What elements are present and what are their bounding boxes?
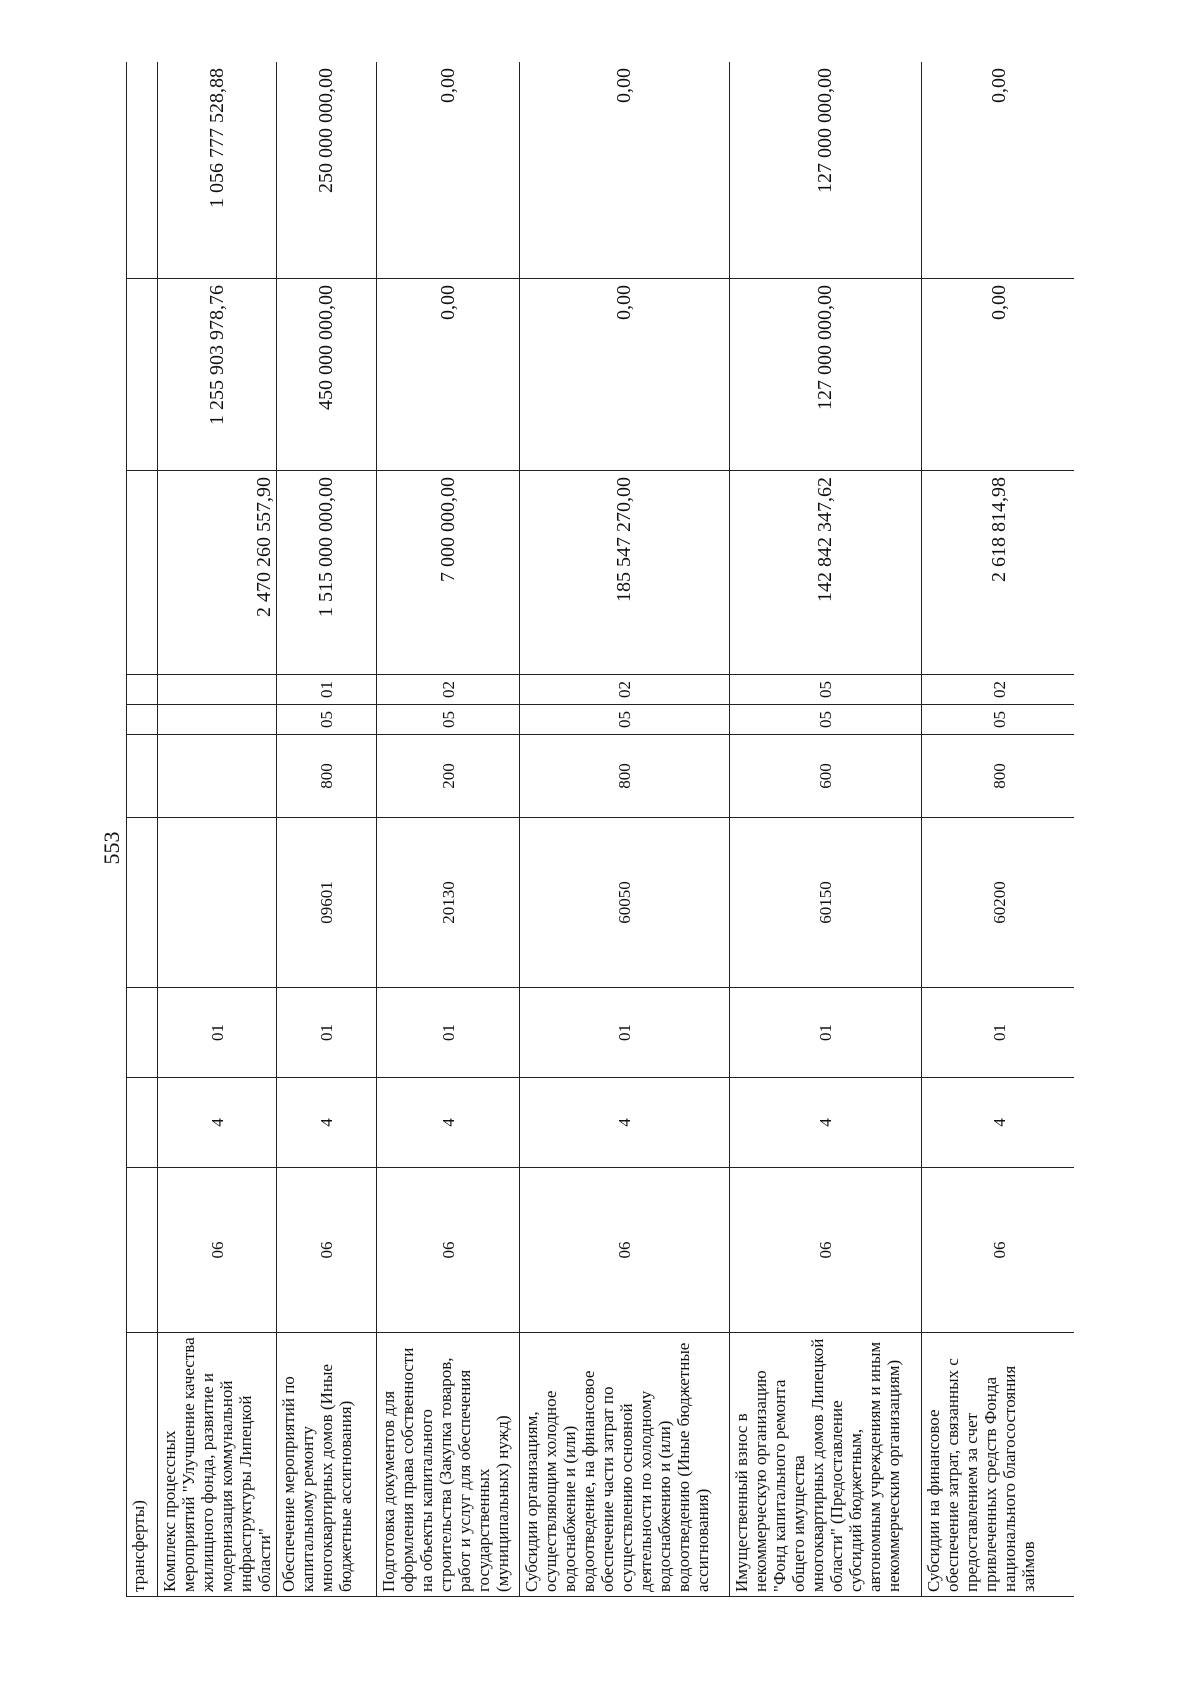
- amount-year-1: 185 547 270,00: [520, 471, 730, 675]
- subsection-code: 02: [922, 675, 1075, 705]
- amount-year-3: 127 000 000,00: [730, 62, 922, 279]
- amount-year-3: 1 056 777 528,88: [158, 62, 277, 279]
- amount-year-3: 0,00: [520, 62, 730, 279]
- table-row: [520, 62, 730, 1597]
- subsection-code: 01: [277, 675, 377, 705]
- subprogram-code: 4: [730, 1078, 922, 1168]
- amount-year-3: 0,00: [377, 62, 520, 279]
- row-name: Обеспечение мероприятий по капитальному ремонту многоквартирных домов (Иные бюджетные ассигнования): [277, 1333, 377, 1597]
- header-fragment-cell: трансферты): [127, 1333, 158, 1597]
- grbs-code: 06: [922, 1168, 1075, 1333]
- subsection-code: 02: [377, 675, 520, 705]
- row-name: Субсидии на финансовое обеспечение затрат, связанных с предоставлением за счет привлеченных средств Фонда национального благосостояния займов: [922, 1333, 1075, 1597]
- expense-type-code: 600: [730, 735, 922, 818]
- expense-type-code: 800: [520, 735, 730, 818]
- amount-year-2: 1 255 903 978,76: [158, 279, 277, 471]
- structure-code: 01: [158, 988, 277, 1078]
- grbs-code: 06: [730, 1168, 922, 1333]
- direction-code: 20130: [377, 818, 520, 988]
- table-row: [730, 62, 922, 1597]
- subprogram-code: 4: [922, 1078, 1075, 1168]
- grbs-code: 06: [377, 1168, 520, 1333]
- amount-year-1: 1 515 000 000,00: [277, 471, 377, 675]
- empty-cell: [127, 675, 158, 705]
- expense-type-code: [158, 735, 277, 818]
- amount-year-3: 0,00: [922, 62, 1075, 279]
- section-code: 05: [922, 705, 1075, 735]
- amount-year-1: 142 842 347,62: [730, 471, 922, 675]
- table-row: [922, 62, 1075, 1597]
- section-code: 05: [277, 705, 377, 735]
- table-row: [377, 62, 520, 1597]
- structure-code: 01: [277, 988, 377, 1078]
- empty-cell: [127, 735, 158, 818]
- amount-year-2: 0,00: [377, 279, 520, 471]
- subprogram-code: 4: [277, 1078, 377, 1168]
- section-code: 05: [377, 705, 520, 735]
- table-row: [158, 62, 277, 1597]
- direction-code: [158, 818, 277, 988]
- empty-cell: [127, 471, 158, 675]
- subsection-code: 02: [520, 675, 730, 705]
- subsection-code: 05: [730, 675, 922, 705]
- empty-cell: [127, 705, 158, 735]
- grbs-code: 06: [277, 1168, 377, 1333]
- structure-code: 01: [922, 988, 1075, 1078]
- expense-type-code: 800: [277, 735, 377, 818]
- table-row-header-fragment: [127, 62, 158, 1597]
- direction-code: 60050: [520, 818, 730, 988]
- row-name: Подготовка документов для оформления права собственности на объекты капитального строительства (Закупка товаров, работ и услуг для обеспечения государственных (муниципальных) нужд): [377, 1333, 520, 1597]
- direction-code: 60150: [730, 818, 922, 988]
- amount-year-1: 2 470 260 557,90: [158, 471, 277, 675]
- empty-cell: [127, 1168, 158, 1333]
- empty-cell: [127, 1078, 158, 1168]
- subprogram-code: 4: [158, 1078, 277, 1168]
- section-code: 05: [730, 705, 922, 735]
- budget-table: [126, 62, 1074, 1597]
- amount-year-2: 127 000 000,00: [730, 279, 922, 471]
- empty-cell: [127, 279, 158, 471]
- amount-year-2: 0,00: [520, 279, 730, 471]
- structure-code: 01: [377, 988, 520, 1078]
- table-row: [277, 62, 377, 1597]
- amount-year-1: 2 618 814,98: [922, 471, 1075, 675]
- subsection-code: [158, 675, 277, 705]
- direction-code: 60200: [922, 818, 1075, 988]
- subprogram-code: 4: [520, 1078, 730, 1168]
- expense-type-code: 200: [377, 735, 520, 818]
- document-page: [126, 62, 1074, 1597]
- page-number: 553: [99, 831, 124, 865]
- empty-cell: [127, 62, 158, 279]
- section-code: 05: [520, 705, 730, 735]
- grbs-code: 06: [158, 1168, 277, 1333]
- amount-year-2: 450 000 000,00: [277, 279, 377, 471]
- empty-cell: [127, 818, 158, 988]
- row-name: Комплекс процессных мероприятий "Улучшение качества жилищного фонда, развитие и модернизация коммунальной инфраструктуры Липецкой области": [158, 1333, 277, 1597]
- empty-cell: [127, 988, 158, 1078]
- budget-table-container: [126, 62, 1074, 1597]
- amount-year-3: 250 000 000,00: [277, 62, 377, 279]
- structure-code: 01: [730, 988, 922, 1078]
- section-code: [158, 705, 277, 735]
- expense-type-code: 800: [922, 735, 1075, 818]
- amount-year-2: 0,00: [922, 279, 1075, 471]
- grbs-code: 06: [520, 1168, 730, 1333]
- row-name: Субсидии организациям, осуществляющим холодное водоснабжение и (или) водоотведение, на финансовое обеспечение части затрат по осуществлению основной деятельности по холодному водоснабжению и (или) водоотведению (Иные бюджетные ассигнования): [520, 1333, 730, 1597]
- subprogram-code: 4: [377, 1078, 520, 1168]
- row-name: Имущественный взнос в некоммерческую организацию "Фонд капитального ремонта общего имущества многоквартирных домов Липецкой области" (Предоставление субсидий бюджетным, автономным учреждениям и иным некоммерческим организациям): [730, 1333, 922, 1597]
- structure-code: 01: [520, 988, 730, 1078]
- amount-year-1: 7 000 000,00: [377, 471, 520, 675]
- direction-code: 09601: [277, 818, 377, 988]
